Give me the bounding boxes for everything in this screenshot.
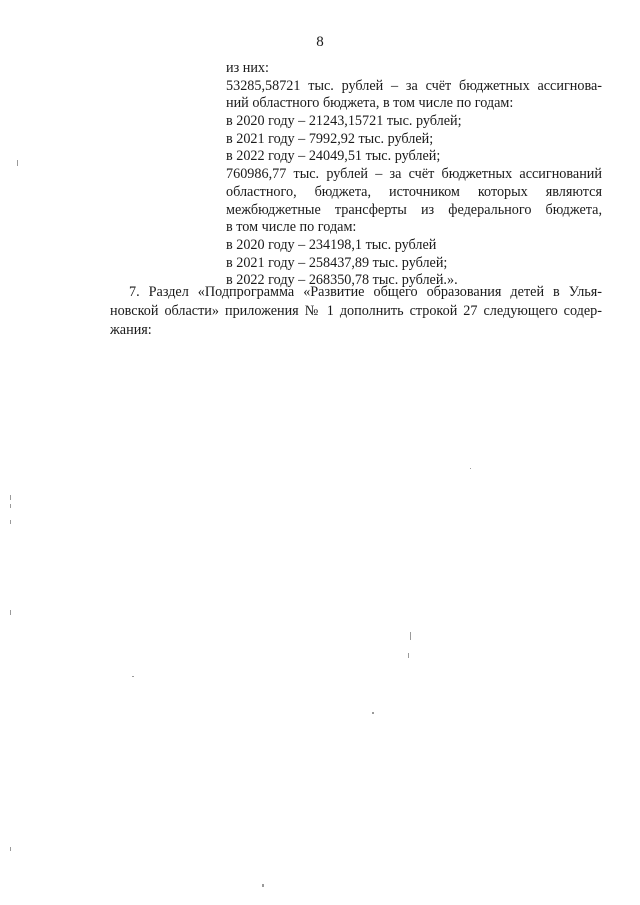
scan-speck <box>10 495 11 500</box>
scan-speck <box>408 653 409 658</box>
text-line: в 2020 году – 21243,15721 тыс. рублей; <box>226 113 462 130</box>
scan-speck <box>10 610 11 615</box>
text-line: в 2022 году – 24049,51 тыс. рублей; <box>226 148 441 165</box>
text-line: межбюджетные трансферты из федерального бюджета, <box>226 201 602 218</box>
scan-speck <box>10 520 11 524</box>
text-line: новской области» приложения № 1 дополнить строкой 27 следующего содер- <box>110 303 602 319</box>
text-line: ний областного бюджета, в том числе по годам: <box>226 95 514 112</box>
text-line: в 2021 году – 258437,89 тыс. рублей; <box>226 254 448 271</box>
scan-speck <box>17 160 18 166</box>
text-line: 7. Раздел «Подпрограмма «Развитие общего образования детей в Улья- <box>129 284 602 300</box>
scan-speck <box>10 504 11 508</box>
text-line: в 2021 году – 7992,92 тыс. рублей; <box>226 130 434 147</box>
scan-speck <box>10 847 11 851</box>
text-line: в 2022 году – 268350,78 тыс. рублей.». <box>226 272 458 289</box>
scan-speck <box>372 712 374 714</box>
scan-speck <box>262 884 264 887</box>
text-line: из них: <box>226 60 269 76</box>
budget-breakdown <box>226 60 602 290</box>
text-line: 760986,77 тыс. рублей – за счёт бюджетных ассигнований <box>226 166 602 183</box>
scan-speck <box>470 468 471 469</box>
section-7-paragraph <box>110 283 602 340</box>
text-line: в том числе по годам: <box>226 219 357 236</box>
text-line: областного, бюджета, источником которых являются <box>226 183 602 200</box>
page-number: 8 <box>316 34 324 50</box>
text-line: в 2020 году – 234198,1 тыс. рублей <box>226 236 437 253</box>
text-line: 53285,58721 тыс. рублей – за счёт бюджетных ассигнова- <box>226 77 602 94</box>
scan-speck <box>410 632 411 640</box>
scan-speck <box>132 676 134 677</box>
text-line: жания: <box>110 322 152 338</box>
